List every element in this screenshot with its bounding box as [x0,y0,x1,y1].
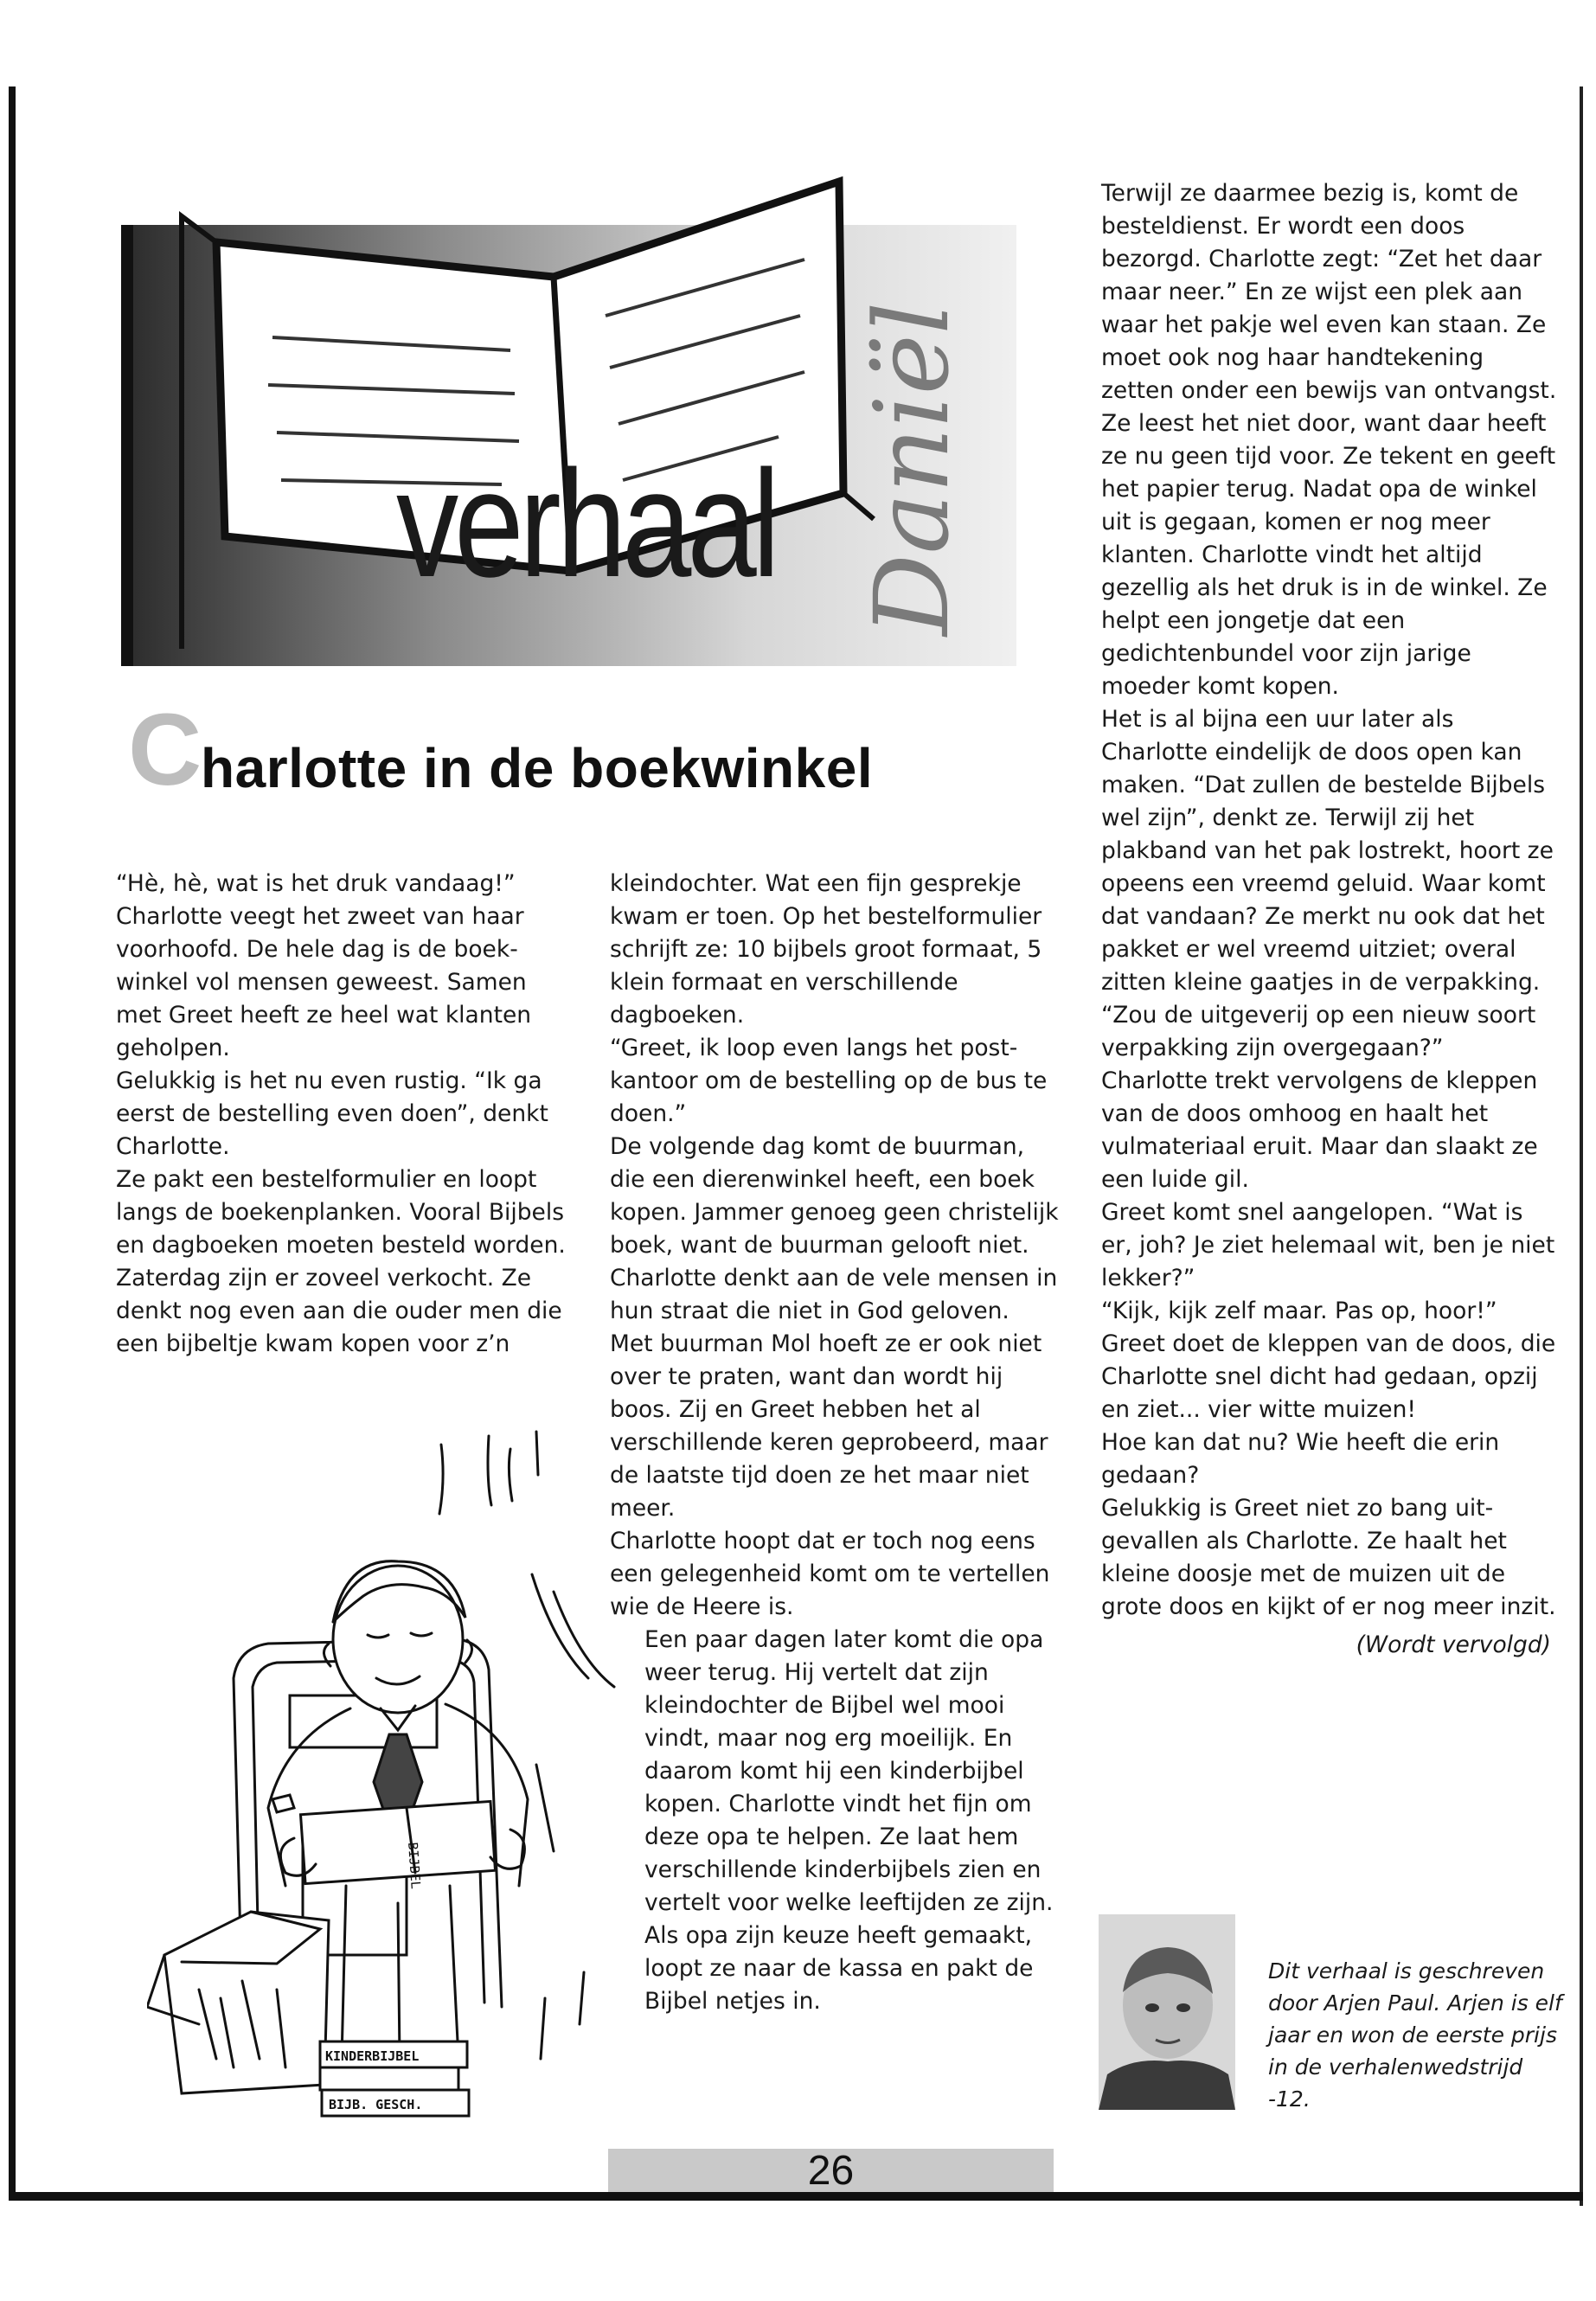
paragraph: Het is al bijna een uur later als Charlotte eindelijk de doos open kan maken. “Dat zullen de bestelde Bijbels wel zijn”, denkt ze. Terwijl zij het plakband van het pak lostrekt, hoort ze opeens een vreemd geluid. Waar komt dat vandaan? Ze merkt nu ook dat het pakket er wel vreemd uitziet; overal zitten kleine gaatjes in de verpakking. “Zou de uitgeverij op een nieuw soort verpakking zijn overgegaan?” [1101,706,1554,1061]
paragraph: Gelukkig is het nu even rustig. “Ik ga eerst de bestelling even doen”, denkt Charlotte. [116,1067,548,1160]
left-border-rule [9,87,16,2197]
paragraph: Een paar dagen later komt die opa weer terug. Hij vertelt dat zijn kleindochter de Bijbel wel mooi vindt, maar nog erg moeilijk. En daarom komt hij een kinderbijbel kopen. Charlotte vindt het fijn om deze opa te helpen. Ze laat hem verschillende kinderbijbels zien en vertelt voor welke leeftijden ze zijn. Als opa zijn keuze heeft gemaakt, loopt ze naar de kassa en pakt de Bijbel netjes in. [644,1626,1054,2015]
paragraph: Ze leest het niet door, want daar heeft ze nu geen tijd voor. Ze tekent en geeft het papier terug. Nadat opa de winkel uit is gegaan, komen er nog meer klanten. Charlotte vindt het altijd gezellig als het druk is in de winkel. Ze helpt een jongetje dat een gedichtenbundel voor zijn jarige moeder komt kopen. [1101,410,1556,700]
page-number: 26 [807,2148,855,2194]
paragraph: kleindochter. Wat een fijn gesprekje kwam er toen. Op het bestelformulier schrijft ze: 10 bijbels groot formaat, 5 klein formaat en verschillende dagboeken. [610,870,1042,1029]
author-photo [1099,1914,1235,2110]
paragraph: “Greet, ik loop even langs het postkantoor om de bestelling op de bus te doen.” [610,1035,1048,1127]
box-label-kinderbijbel: KINDERBIJBEL [325,2048,420,2064]
paragraph: Hoe kan dat nu? Wie heeft die erin gedaan? [1101,1429,1500,1489]
paragraph: Charlotte hoopt dat er toch nog eens een gelegenheid komt om te vertellen wie de Heere is. [610,1528,1050,1620]
to-be-continued: (Wordt vervolgd) [1356,1631,1551,1658]
paragraph: Charlotte trekt vervolgens de kleppen van de doos omhoog en haalt het vulmateriaal eruit. Maar dan slaakt ze een luide gil. [1101,1067,1538,1193]
paragraph: “Kijk, kijk zelf maar. Pas op, hoor!” Greet doet de kleppen van de doos, die Charlotte snel dicht had gedaan, opzij en ziet... vier witte muizen! [1101,1298,1556,1423]
title-initial: C [128,693,202,807]
text-column-3 [1101,177,1560,1662]
box-label-bijb-gesch: BIJB. GESCH. [329,2097,423,2112]
paragraph: “Hè, hè, wat is het druk vandaag!” Charlotte veegt het zweet van haar voorhoofd. De hele dag is de boekwinkel vol mensen geweest. Samen met Greet heeft ze heel wat klanten geholpen. [116,870,532,1061]
article-title: harlotte in de boekwinkel [201,737,874,799]
text-column-2 [610,868,1060,2018]
author-name-script: Daniël [852,301,971,636]
author-note: Dit verhaal is geschreven door Arjen Paul. Arjen is elf jaar en won de eerste prijs in de verhalenwedstrijd -12. [1268,1958,1562,2112]
right-border-rule [1580,87,1583,2206]
book-label: BIJBEL [405,1842,424,1890]
paragraph: Ze pakt een bestelformulier en loopt langs de boekenplanken. Vooral Bijbels en dagboeken moeten besteld worden. Zaterdag zijn er zoveel verkocht. Ze denkt nog even aan die ouder men die een bijbeltje kwam kopen voor z’n [116,1166,566,1357]
paragraph: Met buurman Mol hoeft ze er ook niet over te praten, want dan wordt hij boos. Zij en Greet hebben het al verschillende keren geprobeerd, maar de laatste tijd doen ze het maar niet meer. [610,1330,1048,1522]
paragraph: Terwijl ze daarmee bezig is, komt de besteldienst. Er wordt een doos bezorgd. Charlotte zegt: “Zet het daar maar neer.” En ze wijst een plek aan waar het pakje wel even kan staan. Ze moet ook nog haar handtekening zetten onder een bewijs van ontvangst. [1101,180,1557,404]
paragraph: Gelukkig is Greet niet zo bang uitgevallen als Charlotte. Ze haalt het kleine doosje met de muizen uit de grote doos en kijkt of er nog meer inzit. [1101,1495,1556,1620]
shopkeeper-illustration [147,1401,649,2137]
text-column-1 [116,868,574,1361]
section-heading: verhaal [396,439,776,609]
paragraph: Greet komt snel aangelopen. “Wat is er, joh? Je ziet helemaal wit, ben je niet lekker?” [1101,1199,1555,1292]
paragraph: De volgende dag komt de buurman, die een dierenwinkel heeft, een boek kopen. Jammer genoeg geen christelijk boek, want de buurman gelooft niet. Charlotte denkt aan de vele mensen in hun straat die niet in God geloven. [610,1133,1059,1324]
